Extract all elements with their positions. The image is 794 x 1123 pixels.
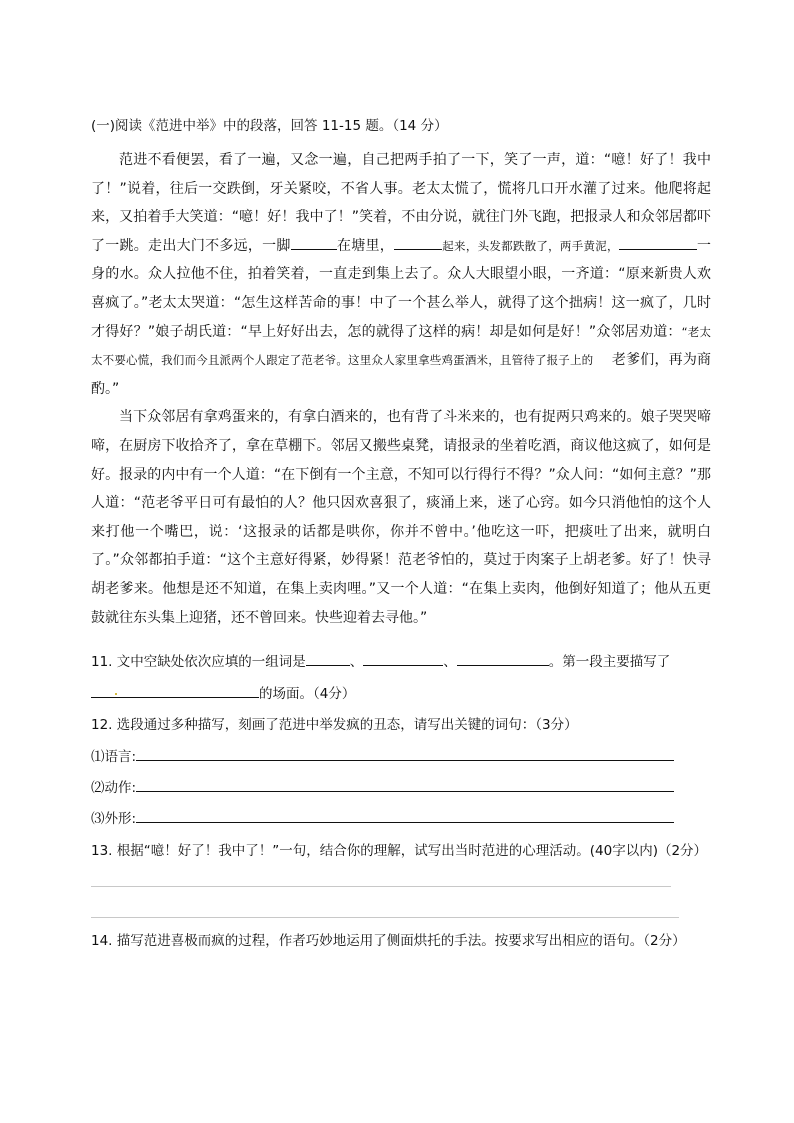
section-heading: (一)阅读《范进中举》中的段落，回答 11-15 题。（14 分） <box>91 118 448 134</box>
passage-paragraph-1 <box>91 146 711 403</box>
passage-text: 范进不看便罢，看了一遍，又念一遍，自己把两手拍了一下，笑了一声，道：“噫！好了！我中了！”说着，往后一交跌倒，牙关紧咬，不省人事。老太太慌了，慌将几口开水灌了过来。他爬将起来，又拍着手大笑道：“噫！好！我中了！”笑着，不由分说，就往门外飞跑，把报录人和众邻居都吓了一跳。走出大门不多远，一脚 <box>91 152 711 254</box>
answer-blank-11-1[interactable] <box>306 651 350 666</box>
question-text: 11. 文中空缺处依次应填的一组词是 <box>91 654 306 670</box>
question-text: 。第一段主要描写了 <box>548 654 671 670</box>
sub-label: ⑴语言: <box>91 749 137 765</box>
passage-text: “老太太不要心慌，我们而今且派两个人跟定了范老爷。这里众人家里拿些鸡蛋酒米，且管待了报子上的 <box>91 324 711 368</box>
sub-label: ⑶外形: <box>91 811 137 827</box>
question-11-line-2 <box>91 683 355 705</box>
answer-blank-11-4[interactable] <box>91 683 259 698</box>
passage-text: 一身的水。众人拉他不住，拍着笑着，一直走到集上去了。众人大眼望小眼，一齐道：“原来新贵人欢喜疯了。”老太太哭道：“怎生这样苦命的事！中了一个甚么举人，就得了这个拙病！这一疯了，几时才得好？”娘子胡氏道：“早上好好出去，怎的就得了这样的病！却是如何是好！”众邻居劝道： <box>91 237 712 340</box>
fill-blank-3[interactable] <box>619 235 697 250</box>
question-11: 11. 文中空缺处依次应填的一组词是 、 、 。第一段主要描写了 <box>91 651 670 673</box>
answer-line-appearance[interactable] <box>136 808 674 823</box>
question-12-language <box>91 746 674 768</box>
answer-rule-13-2[interactable] <box>91 917 679 918</box>
answer-blank-11-3[interactable] <box>457 651 549 666</box>
reading-passage <box>91 146 711 632</box>
sub-label: ⑵动作: <box>91 780 137 796</box>
question-12: 12. 选段通过多种描写，刻画了范进中举发疯的丑态，请写出关键的词句：（3分） <box>91 717 578 733</box>
question-text: 的场面。（4分） <box>259 686 356 702</box>
question-12-action <box>91 777 674 799</box>
passage-text: 老爹们，再为商酌。” <box>91 352 712 397</box>
answer-blank-11-2[interactable] <box>363 651 443 666</box>
passage-text: 起来，头发都跌散了，两手黄泥， <box>442 238 619 253</box>
fill-blank-2[interactable] <box>394 235 442 250</box>
ink-dot-icon <box>115 693 117 695</box>
question-13: 13. 根据“噫！好了！我中了！”一句，结合你的理解，试写出当时范进的心理活动。(40字以内)（2分） <box>91 843 708 859</box>
question-12-appearance <box>91 808 674 830</box>
question-14: 14. 描写范进喜极而疯的过程，作者巧妙地运用了侧面烘托的手法。按要求写出相应的语句。（2分） <box>91 933 686 949</box>
passage-paragraph-2: 当下众邻居有拿鸡蛋来的，有拿白酒来的，也有背了斗米来的，也有捉两只鸡来的。娘子哭哭啼啼，在厨房下收拾齐了，拿在草棚下。邻居又搬些桌凳，请报录的坐着吃酒，商议他这疯了，如何是好。报录的内中有一个人道：“在下倒有一个主意，不知可以行得行不得？”众人问：“如何主意？”那人道：“范老爷平日可有最怕的人？他只因欢喜狠了，痰涌上来，迷了心窍。如今只消他怕的这个人来打他一个嘴巴，说：‘这报录的话都是哄你，你并不曾中。’他吃这一吓，把痰吐了出来，就明白了。”众邻都拍手道：“这个主意好得紧，妙得紧！范老爷怕的，莫过于肉案子上胡老爹。好了！快寻胡老爹来。他想是还不知道，在集上卖肉哩。”又一个人道：“在集上卖肉，他倒好知道了；他从五更鼓就往东头集上迎猪，还不曾回来。快些迎着去寻他。” <box>91 409 711 626</box>
passage-text: 在塘里， <box>336 237 395 254</box>
answer-line-action[interactable] <box>136 777 674 792</box>
answer-line-language[interactable] <box>136 746 674 761</box>
fill-blank-1[interactable] <box>291 235 337 250</box>
answer-rule-13-1[interactable] <box>91 886 671 887</box>
